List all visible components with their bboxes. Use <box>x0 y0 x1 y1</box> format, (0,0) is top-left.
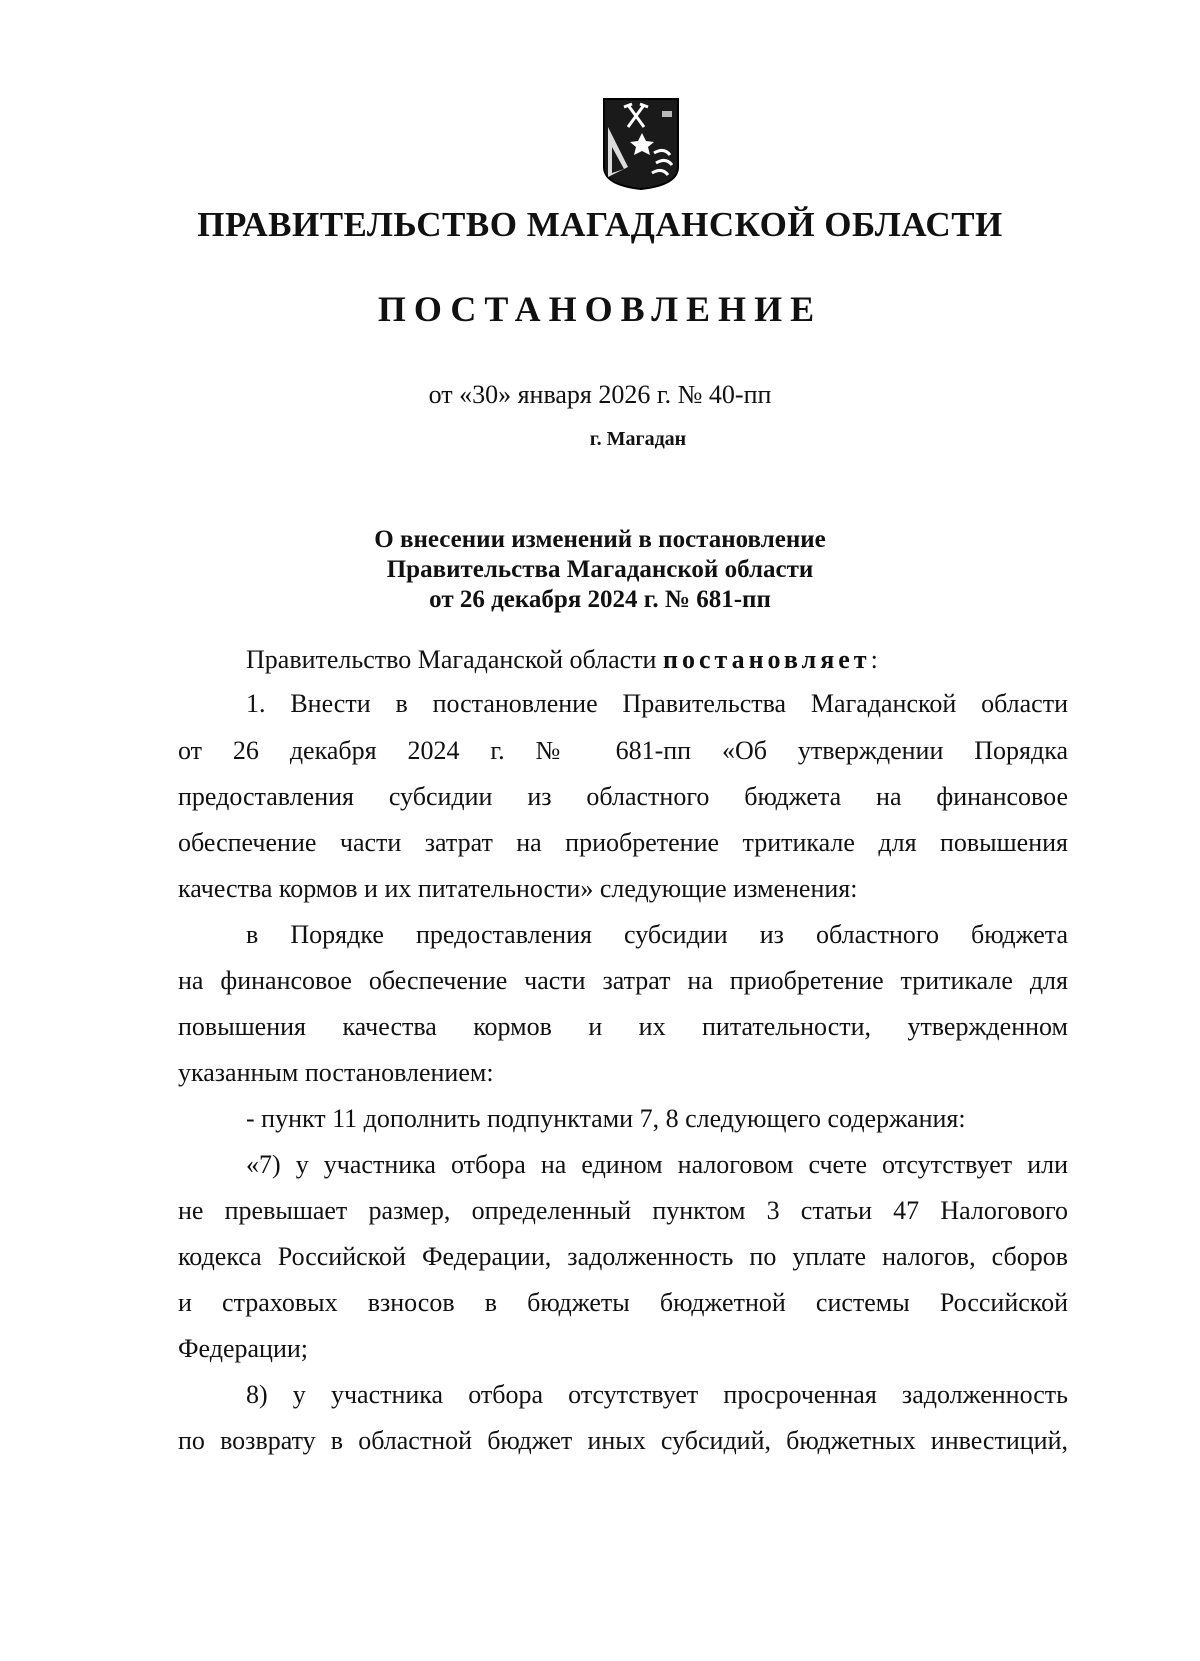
body-line: 8) у участника отбора отсутствует просроченная задолженность <box>246 1380 1068 1409</box>
body-line: и страховых взносов в бюджеты бюджетной системы Российской <box>178 1288 1068 1317</box>
document-type-title: ПОСТАНОВЛЕНИЕ <box>377 289 823 329</box>
preamble-verb: постановляет <box>662 645 871 674</box>
preamble <box>246 645 1068 675</box>
body-line: качества кормов и их питательности» следующие изменения: <box>178 874 858 903</box>
city: г. Магадан <box>589 428 687 450</box>
body-line: от 26 декабря 2024 г. № 681-пп «Об утверждении Порядка <box>178 736 1068 765</box>
document-subject <box>0 525 1200 615</box>
body-line: в Порядке предоставления субсидии из областного бюджета <box>246 920 1068 949</box>
subject-line: Правительства Магаданской области <box>386 556 814 583</box>
body-line: 1. Внести в постановление Правительства Магаданской области <box>246 689 1068 718</box>
body-line: - пункт 11 дополнить подпунктами 7, 8 следующего содержания: <box>246 1104 966 1133</box>
body-line: кодекса Российской Федерации, задолженность по уплате налогов, сборов <box>178 1242 1068 1271</box>
body-line: на финансовое обеспечение части затрат на приобретение тритикале для <box>178 966 1068 995</box>
subject-line: О внесении изменений в постановление <box>374 526 826 553</box>
body-line: обеспечение части затрат на приобретение тритикале для повышения <box>178 828 1068 857</box>
preamble-colon: : <box>870 645 878 674</box>
body-line: по возврату в областной бюджет иных субсидий, бюджетных инвестиций, <box>178 1426 1068 1455</box>
coat-of-arms-icon <box>602 97 680 191</box>
body-line: повышения качества кормов и их питательности, утвержденном <box>178 1012 1068 1041</box>
body-line: «7) у участника отбора на едином налоговом счете отсутствует или <box>246 1150 1068 1179</box>
body-line: Федерации; <box>178 1334 309 1363</box>
date-number: от «30» января 2026 г. № 40-пп <box>428 380 772 409</box>
government-title: ПРАВИТЕЛЬСТВО МАГАДАНСКОЙ ОБЛАСТИ <box>197 205 1003 244</box>
body-line: указанным постановлением: <box>178 1058 494 1087</box>
subject-line: от 26 декабря 2024 г. № 681-пп <box>429 586 771 613</box>
preamble-text: Правительство Магаданской области <box>246 645 657 674</box>
body-line: предоставления субсидии из областного бюджета на финансовое <box>178 782 1068 811</box>
body-line: не превышает размер, определенный пунктом 3 статьи 47 Налогового <box>178 1196 1068 1225</box>
